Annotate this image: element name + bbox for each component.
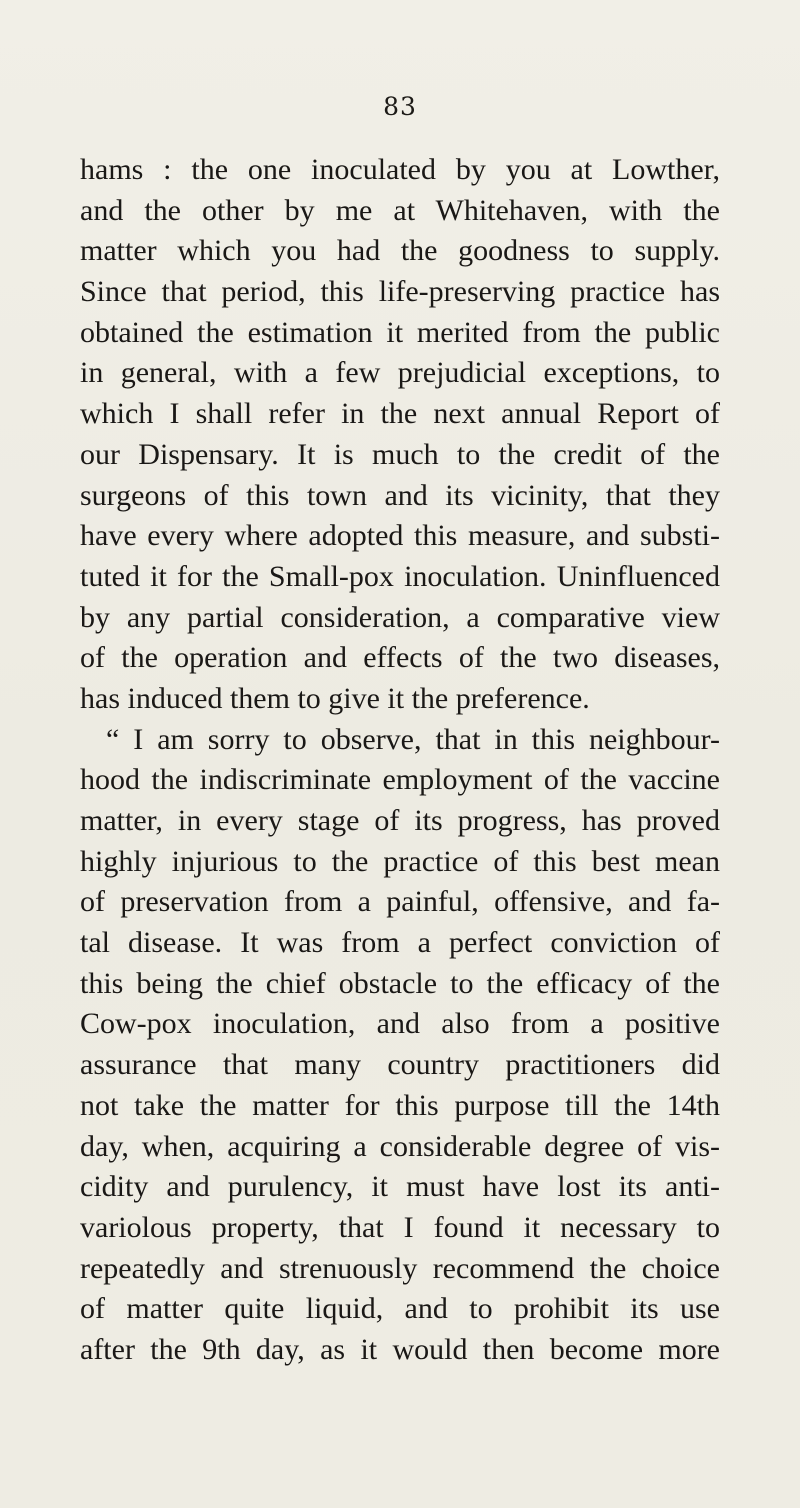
text-line: tal disease. It was from a perfect conviction of [80,926,720,960]
text-line: after the 9th day, as it would then become more [80,1332,720,1366]
text-line: surgeons of this town and its vicinity, that they [80,478,720,512]
text-line: not take the matter for this purpose till the 14th [80,1088,720,1122]
text-line: repeatedly and strenuously recommend the choice [80,1251,720,1285]
text-line: day, when, acquiring a considerable degree of vis- [80,1129,720,1163]
text-line: hood the indiscriminate employment of the vaccine [80,763,720,797]
text-line: and the other by me at Whitehaven, with the [80,193,720,227]
text-line: our Dispensary. It is much to the credit of the [80,437,720,471]
text-line: highly injurious to the practice of this best mean [80,844,720,878]
text-line: of the operation and effects of the two diseases, [80,641,720,675]
text-line: assurance that many country practitioners did [80,1048,720,1082]
text-line: obtained the estimation it merited from the public [80,315,720,349]
text-line: have every where adopted this measure, and substi- [80,519,720,553]
text-line: by any partial consideration, a comparative view [80,600,720,634]
text-line: which I shall refer in the next annual Report of [80,397,720,431]
text-line: matter which you had the goodness to supply. [80,234,720,268]
text-line: has induced them to give it the preference. [80,681,590,715]
text-line: matter, in every stage of its progress, has proved [80,804,720,837]
text-line: hams : the one inoculated by you at Lowther, [80,153,720,186]
text-line: this being the chief obstacle to the efficacy of the [80,966,720,1000]
text-line: Cow-pox inoculation, and also from a positive [80,1007,720,1041]
text-line: variolous property, that I found it necessary to [80,1210,720,1244]
page-number: 83 [383,92,417,121]
text-line: tuted it for the Small-pox inoculation. Uninfluenced [80,559,720,593]
text-line: cidity and purulency, it must have lost its anti- [80,1170,720,1204]
text-line: Since that period, this life-preserving practice has [80,275,720,309]
body-text [80,150,720,1371]
text-line: of matter quite liquid, and to prohibit its use [80,1292,720,1326]
text-line: in general, with a few prejudicial exceptions, to [80,356,720,390]
text-line: of preservation from a painful, offensive, and fa- [80,885,720,919]
text-line: “ I am sorry to observe, that in this neighbour- [106,722,720,756]
